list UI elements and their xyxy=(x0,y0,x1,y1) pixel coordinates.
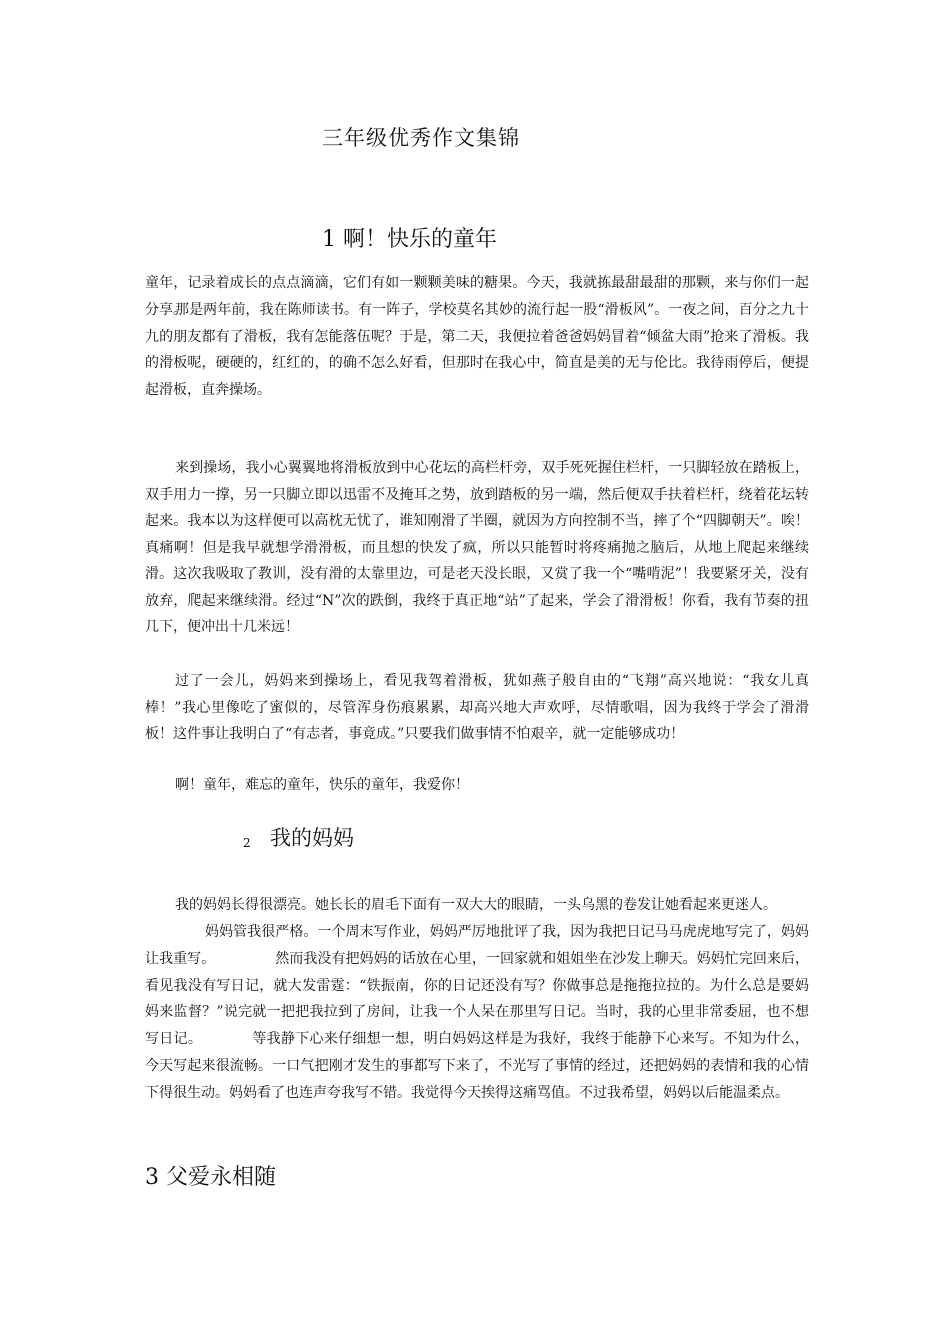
essay2-paragraph-2 xyxy=(145,919,809,1107)
essay1-paragraph-3: 来到操场，我小心翼翼地将滑板放到中心花坛的高栏杆旁，双手死死握住栏杆，一只脚轻放在踏板上，双手用力一撑，另一只脚立即以迅雷不及掩耳之势，放到踏板的另一端，然后便双手扶着栏杆，绕着花坛转起来。我本以为这样便可以高枕无忧了，谁知刚滑了半圈，就因为方向控制不当，摔了个“四脚朝天”。唉！真痛啊！但是我早就想学滑滑板，而且想的快发了疯，所以只能暂时将疼痛抛之脑后，从地上爬起来继续滑。这次我吸取了教训，没有滑的太靠里边，可是老天没长眼，又赏了我一个“嘴啃泥”！我要紧牙关，没有放弃，爬起来继续滑。经过“N”次的跌倒，我终于真正地“站”了起来，学会了滑滑板！你看，我有节奏的扭几下，便冲出十几米远！ xyxy=(145,460,809,635)
essay1-paragraph-4: 过了一会儿，妈妈来到操场上，看见我驾着滑板，犹如燕子般自由的“飞翔”高兴地说：“我女儿真棒！”我心里像吃了蜜似的，尽管浑身伤痕累累，却高兴地大声欢呼，尽情歌唱，因为我终于学会了滑滑板！这件事让我明白了“有志者，事竟成。”只要我们做事情不怕艰辛，就一定能够成功！ xyxy=(145,673,809,742)
essay3-heading: 3 父爱永相随 xyxy=(145,1165,276,1190)
essay1-paragraph-2: 那是两年前，我在陈师读书。有一阵子，学校莫名其妙的流行起一股“滑板风”。一夜之间，百分之九十九的朋友都有了滑板，我有怎能落伍呢？于是，第二天，我便拉着爸爸妈妈冒着“倾盆大雨”抢来了滑板。我的滑板呢，硬硬的，红红的，的确不怎么好看，但那时在我心中，简直是美的无与伦比。我待雨停后，便提起滑板，直奔操场。 xyxy=(145,302,809,398)
essay2-heading: 我的妈妈 xyxy=(270,826,354,850)
essay2-paragraph-2-part-a: 妈妈管我很严格。一个周末写作业，妈妈严厉地批评了我，因为我把日记马马虎虎地写完了，妈妈让我重写。 xyxy=(145,924,809,967)
essay2-paragraph-1: 我的妈妈长得很漂亮。她长长的眉毛下面有一双大大的眼睛，一头乌黑的卷发让她看起来更迷人。 xyxy=(175,897,777,913)
essay2-paragraph-2-part-c: 等我静下心来仔细想一想，明白妈妈这样是为我好，我终于能静下心来写。不知为什么，今天写起来很流畅。一口气把刚才发生的事都写下来了，不光写了事情的经过，还把妈妈的表情和我的心情下得很生动。妈妈看了也连声夸我写不错。我觉得今天挨得这痛骂值。不过我希望，妈妈以后能温柔点。 xyxy=(145,1031,810,1101)
document-title: 三年级优秀作文集锦 xyxy=(322,126,520,150)
essay1-paragraph-1: 童年，记录着成长的点点滴滴，它们有如一颗颗美味的糖果。今天，我就拣最甜最甜的那颗，来与你们一起分享。 xyxy=(145,275,809,318)
essay1-heading: 1 啊！快乐的童年 xyxy=(322,227,497,252)
essay2-paragraph-2-part-b: 然而我没有把妈妈的话放在心里，一回家就和姐姐坐在沙发上聊天。妈妈忙完回来后，看见我没有写日记，就大发雷霆：“铁振南，你的日记还没有写？你做事总是拖拖拉拉的。为什么总是要妈妈来监督？”说完就一把把我拉到了房间，让我一个人呆在那里写日记。当时，我的心里非常委屈，也不想写日记。 xyxy=(145,950,809,1048)
essay1-paragraph-5: 啊！童年，难忘的童年，快乐的童年，我爱你！ xyxy=(175,777,469,793)
essay2-number: 2 xyxy=(243,836,251,850)
